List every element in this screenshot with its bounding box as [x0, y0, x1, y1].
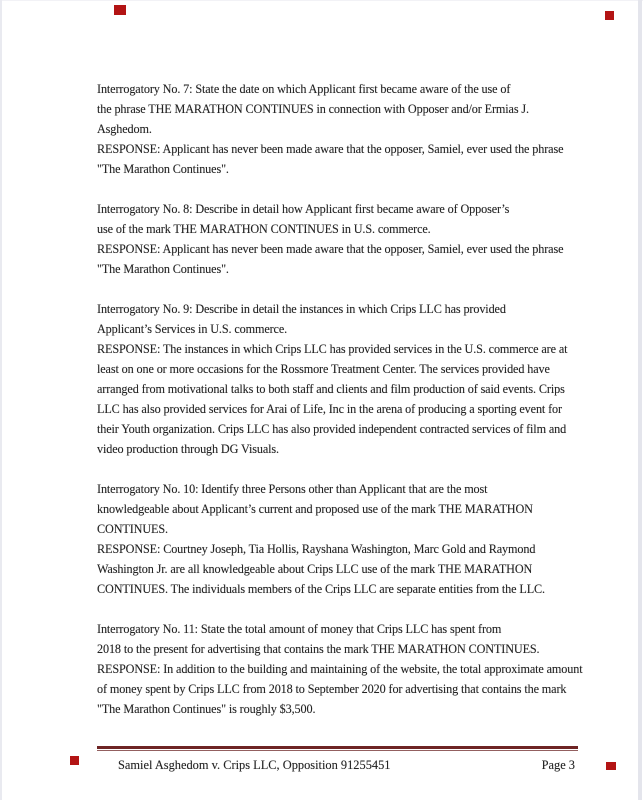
- corner-mark-top-right: [605, 11, 614, 20]
- text-line: RESPONSE: Courtney Joseph, Tia Hollis, Rayshana Washington, Marc Gold and Raymond: [97, 542, 536, 556]
- page-top-edge: [0, 0, 643, 1]
- text-line: Asghedom.: [97, 122, 152, 136]
- text-line: RESPONSE: In addition to the building and maintaining of the website, the total approximate amount: [97, 662, 583, 676]
- footer-rule-thin-bar: [97, 750, 578, 751]
- text-line: Interrogatory No. 9: Describe in detail the instances in which Crips LLC has provided: [97, 302, 506, 316]
- interrogatory-10-block: [97, 479, 579, 599]
- footer-divider-rule: [97, 746, 578, 751]
- text-line: Washington Jr. are all knowledgeable about Crips LLC use of the mark THE MARATHON: [97, 562, 533, 576]
- text-line: RESPONSE: Applicant has never been made aware that the opposer, Samiel, ever used the phrase: [97, 242, 564, 256]
- corner-mark-top-left: [114, 5, 126, 15]
- text-line: the phrase THE MARATHON CONTINUES in connection with Opposer and/or Ermias J.: [97, 102, 529, 116]
- text-line: video production through DG Visuals.: [97, 442, 279, 456]
- page-footer: [118, 756, 575, 774]
- text-line: Interrogatory No. 8: Describe in detail how Applicant first became aware of Opposer’s: [97, 202, 510, 216]
- text-line: CONTINUES. The individuals members of the Crips LLC are separate entities from the LLC.: [97, 582, 545, 596]
- text-line: Interrogatory No. 7: State the date on which Applicant first became aware of the use of: [97, 82, 511, 96]
- text-line: "The Marathon Continues".: [97, 262, 229, 276]
- page-number-label: Page 3: [541, 758, 575, 772]
- text-line: Interrogatory No. 10: Identify three Persons other than Applicant that are the most: [97, 482, 488, 496]
- text-line: use of the mark THE MARATHON CONTINUES in U.S. commerce.: [97, 222, 431, 236]
- text-line: RESPONSE: The instances in which Crips LLC has provided services in the U.S. commerce are at: [97, 342, 568, 356]
- document-body: [97, 79, 583, 739]
- text-line: arranged from motivational talks to both staff and clients and film production of said events. Crips: [97, 382, 565, 396]
- text-line: Interrogatory No. 11: State the total amount of money that Crips LLC has spent from: [97, 622, 502, 636]
- interrogatory-7-block: [97, 79, 579, 179]
- text-line: RESPONSE: Applicant has never been made aware that the opposer, Samiel, ever used the phrase: [97, 142, 564, 156]
- text-line: 2018 to the present for advertising that contains the mark THE MARATHON CONTINUES.: [97, 642, 540, 656]
- text-line: their Youth organization. Crips LLC has also provided independent contracted services of film and: [97, 422, 567, 436]
- text-line: least on one or more occasions for the Rossmore Treatment Center. The services provided have: [97, 362, 550, 376]
- interrogatory-8-block: [97, 199, 579, 279]
- text-line: of money spent by Crips LLC from 2018 to September 2020 for advertising that contains the mark: [97, 682, 567, 696]
- page-left-edge: [0, 0, 2, 800]
- text-line: CONTINUES.: [97, 522, 168, 536]
- text-line: "The Marathon Continues" is roughly $3,500.: [97, 702, 316, 716]
- text-line: LLC has also provided services for Arai of Life, Inc in the arena of producing a sporting event for: [97, 402, 562, 416]
- text-line: "The Marathon Continues".: [97, 162, 229, 176]
- page-right-edge: [638, 0, 642, 800]
- corner-mark-bottom-right: [606, 762, 616, 770]
- interrogatory-11-block: [97, 619, 583, 719]
- text-line: knowledgeable about Applicant’s current and proposed use of the mark THE MARATHON: [97, 502, 533, 516]
- text-line: Applicant’s Services in U.S. commerce.: [97, 322, 288, 336]
- interrogatory-9-block: [97, 299, 579, 459]
- case-caption: Samiel Asghedom v. Crips LLC, Opposition 91255451: [118, 758, 391, 772]
- corner-mark-bottom-left: [70, 756, 79, 765]
